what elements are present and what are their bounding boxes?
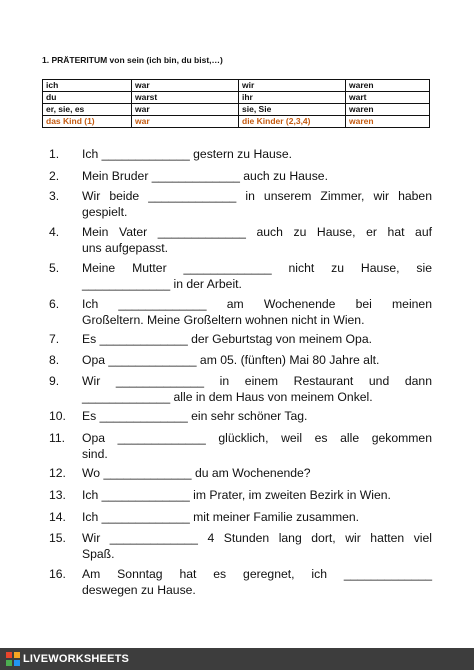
exercise-number: 6. [49,297,60,311]
exercise-line: deswegen zu Hause. [82,583,196,597]
exercise-heading: 1. PRÄTERITUM von sein (ich bin, du bist,…) [42,55,223,65]
table-row [43,80,430,92]
exercise-line: Opa _____________ am 05. (fünften) Mai 80 Jahre alt. [82,353,380,367]
exercise-number: 2. [49,169,60,183]
exercise-number: 8. [49,353,60,367]
exercise-line: Wir beide _____________ in unserem Zimmer, wir haben [82,189,432,203]
exercise-number: 3. [49,189,60,203]
table-row [43,104,430,116]
table-cell: waren [346,104,430,116]
table-cell: war [132,104,239,116]
footer-bar [0,648,474,670]
exercise-line: Es _____________ der Geburtstag von meinem Opa. [82,332,372,346]
table-row [43,92,430,104]
brand-name: LIVEWORKSHEETS [23,653,130,665]
table-cell: ihr [239,92,346,104]
exercise-line: Opa _____________ glücklich, weil es alle gekommen [82,431,432,445]
exercise-line: Meine Mutter _____________ nicht zu Hause, sie [82,261,432,275]
table-cell: ich [43,80,132,92]
exercise-line: Mein Vater _____________ auch zu Hause, er hat auf [82,225,432,239]
table-cell: waren [346,116,430,128]
exercise-line: Ich _____________ mit meiner Familie zusammen. [82,510,360,524]
exercise-number: 7. [49,332,60,346]
exercise-number: 1. [49,147,60,161]
table-cell: wart [346,92,430,104]
table-cell: das Kind (1) [43,116,132,128]
exercise-number: 12. [49,466,66,480]
exercise-line: Spaß. [82,547,115,561]
exercise-number: 9. [49,374,60,388]
exercise-line: Ich _____________ im Prater, im zweiten Bezirk in Wien. [82,488,391,502]
exercise-line: Am Sonntag hat es geregnet, ich _____________ [82,567,432,581]
exercise-line: Wir _____________ in einem Restaurant und dann [82,374,432,388]
table-cell: wir [239,80,346,92]
exercise-line: Mein Bruder _____________ auch zu Hause. [82,169,328,183]
exercise-line: Ich _____________ gestern zu Hause. [82,147,293,161]
exercise-line: Wo _____________ du am Wochenende? [82,466,311,480]
exercise-line: sind. [82,447,108,461]
table-cell: er, sie, es [43,104,132,116]
table-row-highlighted [43,116,430,128]
table-cell: sie, Sie [239,104,346,116]
exercise-line: Es _____________ ein sehr schöner Tag. [82,409,308,423]
exercise-number: 13. [49,488,66,502]
exercise-number: 14. [49,510,66,524]
brand-logo[interactable] [6,652,129,666]
exercise-number: 4. [49,225,60,239]
exercise-line: uns aufgepasst. [82,241,169,255]
exercise-line: Großeltern. Meine Großeltern wohnen nicht in Wien. [82,313,365,327]
exercise-line: _____________ in der Arbeit. [82,277,242,291]
exercise-number: 15. [49,531,66,545]
conjugation-table [42,79,430,128]
table-cell: die Kinder (2,3,4) [239,116,346,128]
exercise-number: 16. [49,567,66,581]
table-cell: war [132,116,239,128]
table-cell: warst [132,92,239,104]
exercise-number: 5. [49,261,60,275]
table-cell: waren [346,80,430,92]
exercise-line: gespielt. [82,205,128,219]
exercise-line: Ich _____________ am Wochenende bei meinen [82,297,432,311]
table-cell: war [132,80,239,92]
liveworksheets-logo-icon [6,652,20,666]
table-cell: du [43,92,132,104]
exercise-number: 11. [49,431,66,445]
exercise-number: 10. [49,409,66,423]
exercise-line: _____________ alle in dem Haus von meinem Onkel. [82,390,373,404]
exercise-line: Wir _____________ 4 Stunden lang dort, wir hatten viel [82,531,432,545]
